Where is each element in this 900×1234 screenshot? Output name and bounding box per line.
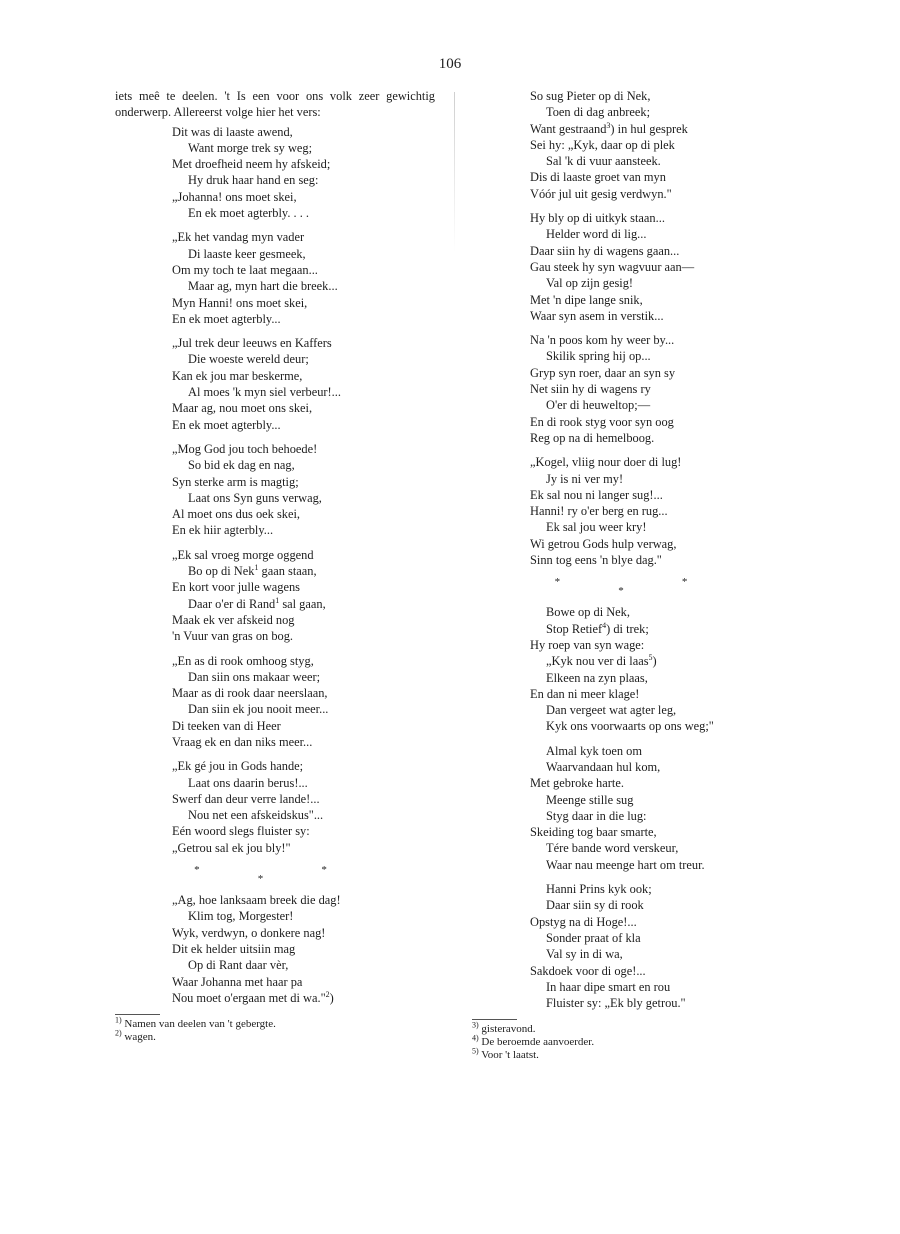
poem-line: Maar ag, myn hart die breek... xyxy=(188,279,338,294)
poem-line: Met gebroke harte. xyxy=(530,776,624,791)
footnote: $^{2)}$ wagen. xyxy=(115,1028,156,1044)
poem-line: En ek moet agterbly... xyxy=(172,417,281,432)
poem-line: Dan vergeet wat agter leg, xyxy=(546,703,677,718)
poem-line: Die woeste wereld deur; xyxy=(188,352,309,367)
footnote: $^{3)}$ gisteravond. xyxy=(472,1020,536,1036)
stars-bottom: * xyxy=(618,585,642,598)
poem-part-3 xyxy=(530,88,850,568)
footnote-marker: 5 xyxy=(648,653,653,663)
poem-part-4 xyxy=(530,604,850,1011)
poem-line: Met droefheid neem hy afskeid; xyxy=(172,157,331,172)
poem-line: Laat ons Syn guns verwag, xyxy=(188,490,322,505)
poem-line: Sinn tog eens 'n blye dag." xyxy=(530,553,662,568)
poem-line: Hy bly op di uitkyk staan... xyxy=(530,211,665,226)
footnote: $^{1)}$ Namen van deelen van 't gebergte. xyxy=(115,1015,276,1031)
footnote-marker: 3 xyxy=(606,120,611,130)
poem-line: Al moet ons dus oek skei, xyxy=(172,507,301,522)
poem-line: Waar syn asem in verstik... xyxy=(530,308,664,323)
poem-line: Want gestraand$^3$) in hul gesprek xyxy=(530,120,688,136)
poem-line: Val sy in di wa, xyxy=(546,947,623,962)
poem-line: Daar siin hy di wagens gaan... xyxy=(530,243,680,258)
poem-line: Di laaste keer gesmeek, xyxy=(188,246,306,261)
stanza xyxy=(172,758,435,856)
poem-line: Hanni Prins kyk ook; xyxy=(546,882,652,897)
poem-line: Eén woord slegs fluister sy: xyxy=(172,824,310,839)
stanza xyxy=(172,229,435,327)
footnote-mark: 4) xyxy=(472,1033,479,1043)
stanza xyxy=(172,124,435,222)
stanza xyxy=(172,335,435,433)
poem-line: Klim tog, Morgester! xyxy=(188,909,294,924)
poem-line: Daar o'er di Rand$^1$ sal gaan, xyxy=(188,595,326,611)
poem-line: Sonder praat of kla xyxy=(546,930,641,945)
poem-line: Gryp syn roer, daar an syn sy xyxy=(530,365,676,380)
left-column xyxy=(115,88,435,1044)
poem-line: Om my toch te laat megaan... xyxy=(172,262,318,277)
footnotes-left xyxy=(115,1015,435,1044)
stanza xyxy=(530,88,850,202)
poem-line: Dan siin ek jou nooit meer... xyxy=(188,702,329,717)
poem-line: Vraag ek en dan niks meer... xyxy=(172,734,313,749)
poem-line: „Johanna! ons moet skei, xyxy=(172,189,297,204)
poem-line: Al moes 'k myn siel verbeur!... xyxy=(188,385,341,400)
poem-line: Maar as di rook daar neerslaan, xyxy=(172,686,328,701)
poem-line: Hy roep van syn wage: xyxy=(530,637,645,652)
poem-line: Want morge trek sy weg; xyxy=(188,140,313,155)
poem-line: So bid ek dag en nag, xyxy=(188,458,295,473)
poem-line: Vóór jul uit gesig verdwyn." xyxy=(530,186,672,201)
poem-line: Fluister sy: „Ek bly getrou." xyxy=(546,996,686,1011)
footnote-mark: 2) xyxy=(115,1028,122,1038)
poem-line: Elkeen na zyn plaas, xyxy=(546,670,648,685)
stanza xyxy=(530,743,850,873)
footnote-marker: 2 xyxy=(325,989,330,999)
poem-line: „Ek het vandag myn vader xyxy=(172,230,305,245)
poem-line: Styg daar in die lug: xyxy=(546,808,647,823)
poem-line: Helder word di lig... xyxy=(546,227,647,242)
poem-line: Maar ag, nou moet ons skei, xyxy=(172,401,313,416)
poem-line: Waar Johanna met haar pa xyxy=(172,974,303,989)
poem-line: Val op zijn gesig! xyxy=(546,276,634,291)
poem-line: „Getrou sal ek jou bly!" xyxy=(172,840,291,855)
poem-line: „En as di rook omhoog styg, xyxy=(172,653,314,668)
footnote-marker: 4 xyxy=(602,620,607,630)
stanza xyxy=(172,441,435,539)
poem-line: „Ek gé jou in Gods hande; xyxy=(172,759,304,774)
poem-line: Wi getrou Gods hulp verwag, xyxy=(530,536,677,551)
footnote-marker: 1 xyxy=(275,595,280,605)
poem-line: Jy is ni ver my! xyxy=(546,471,624,486)
poem-line: Nou moet o'ergaan met di wa."$^2$) xyxy=(172,989,334,1005)
stars-bottom: * xyxy=(257,873,282,886)
poem-line: Meenge stille sug xyxy=(546,792,634,807)
poem-line: Net siin hy di wagens ry xyxy=(530,382,651,397)
poem-line: Sal 'k di vuur aansteek. xyxy=(546,154,661,169)
poem-line: So sug Pieter op di Nek, xyxy=(530,89,651,103)
poem-line: Kan ek jou mar beskerme, xyxy=(172,368,303,383)
poem-line: Swerf dan deur verre lande!... xyxy=(172,791,320,806)
poem-line: Op di Rant daar vèr, xyxy=(188,958,289,973)
poem-line: „Jul trek deur leeuws en Kaffers xyxy=(172,336,332,351)
footnote-mark: 1) xyxy=(115,1015,122,1025)
poem-part-1 xyxy=(172,124,435,856)
right-column xyxy=(472,88,850,1062)
poem-line: Bo op di Nek$^1$ gaan staan, xyxy=(188,562,317,579)
stars-top: * * xyxy=(194,864,345,877)
stanza xyxy=(172,653,435,751)
footnote: $^{4)}$ De beroemde aanvoerder. xyxy=(472,1033,595,1049)
poem-line: Laat ons daarin berus!... xyxy=(188,775,308,790)
stanza xyxy=(530,454,850,568)
poem-line: „Kyk nou ver di laas$^5$) xyxy=(546,653,657,669)
poem-line: Tére bande word verskeur, xyxy=(546,841,679,856)
poem-line: Met 'n dipe lange snik, xyxy=(530,292,643,307)
poem-line: Opstyg na di Hoge!... xyxy=(530,914,637,929)
poem-line: Syn sterke arm is magtig; xyxy=(172,474,299,489)
column-gutter-mark xyxy=(454,92,455,252)
poem-line: Dit was di laaste awend, xyxy=(172,124,293,139)
poem-line: En di rook styg voor syn oog xyxy=(530,414,674,429)
poem-line: Hanni! ry o'er berg en rug... xyxy=(530,504,668,519)
section-break-stars xyxy=(530,576,730,596)
poem-line: Sakdoek voor di oge!... xyxy=(530,963,646,978)
footnote: $^{5)}$ Voor 't laatst. xyxy=(472,1046,539,1062)
footnote-marker: 1 xyxy=(254,562,259,572)
footnotes-right xyxy=(472,1020,850,1062)
poem-line: „Mog God jou toch behoede! xyxy=(172,441,318,456)
poem-line: Ek sal jou weer kry! xyxy=(546,520,647,535)
poem-line: En ek moet agterbly. . . . xyxy=(188,206,310,221)
poem-line: Daar siin sy di rook xyxy=(546,898,644,913)
poem-line: Reg op na di hemelboog. xyxy=(530,430,655,445)
poem-line: „Ek sal vroeg morge oggend xyxy=(172,547,314,562)
page-number: 106 xyxy=(438,56,462,72)
stanza xyxy=(530,210,850,324)
poem-line: Dit ek helder uitsiin mag xyxy=(172,941,296,956)
stanza xyxy=(172,892,435,1006)
intro-paragraph: iets meê te deelen. 't Is een voor ons volk zeer gewichtig onderwerp. Allereerst volge hier het vers: xyxy=(115,89,435,120)
footnote-mark: 5) xyxy=(472,1046,479,1056)
poem-line: Waarvandaan hul kom, xyxy=(546,759,661,774)
poem-line: Hy druk haar hand en seg: xyxy=(188,173,319,188)
poem-line: En kort voor julle wagens xyxy=(172,580,301,595)
poem-line: Skeiding tog baar smarte, xyxy=(530,825,657,840)
poem-line: Ek sal nou ni langer sug!... xyxy=(530,487,663,502)
stanza xyxy=(530,604,850,734)
poem-line: Di teeken van di Heer xyxy=(172,718,281,733)
poem-line: Gau steek hy syn wagvuur aan— xyxy=(530,259,695,274)
poem-line: In haar dipe smart en rou xyxy=(546,979,671,994)
footnote-mark: 3) xyxy=(472,1020,479,1030)
stanza xyxy=(530,881,850,1011)
stanza xyxy=(172,547,435,645)
poem-line: „Ag, hoe lanksaam breek die dag! xyxy=(172,893,341,908)
poem-line: En ek moet agterbly... xyxy=(172,311,281,326)
poem-line: En ek hiir agterbly... xyxy=(172,523,274,538)
poem-line: Dis di laaste groet van myn xyxy=(530,170,666,185)
poem-line: Maak ek ver afskeid nog xyxy=(172,612,295,627)
poem-line: Waar nau meenge hart om treur. xyxy=(546,857,705,872)
poem-line: Dan siin ons makaar weer; xyxy=(188,669,321,684)
stars-top: * * xyxy=(554,576,706,589)
poem-line: Wyk, verdwyn, o donkere nag! xyxy=(172,925,326,940)
poem-line: „Kogel, vliig nour doer di lug! xyxy=(530,455,682,470)
poem-line: O'er di heuweltop;— xyxy=(546,398,651,413)
poem-line: Toen di dag anbreek; xyxy=(546,105,651,120)
poem-line: Kyk ons voorwaarts op ons weg;" xyxy=(546,719,714,734)
poem-line: Almal kyk toen om xyxy=(546,743,643,758)
poem-part-2 xyxy=(172,892,435,1006)
poem-line: Na 'n poos kom hy weer by... xyxy=(530,333,675,348)
poem-line: Sei hy: „Kyk, daar op di plek xyxy=(530,137,675,152)
poem-line: Myn Hanni! ons moet skei, xyxy=(172,295,308,310)
poem-line: 'n Vuur van gras on bog. xyxy=(172,629,294,644)
section-break-stars xyxy=(172,864,367,884)
poem-line: Skilik spring hij op... xyxy=(546,349,651,364)
poem-line: Stop Retief$^4$) di trek; xyxy=(546,620,649,636)
stanza xyxy=(530,332,850,446)
poem-line: En dan ni meer klage! xyxy=(530,686,640,701)
poem-line: Bowe op di Nek, xyxy=(546,605,630,620)
poem-line: Nou net een afskeidskus"... xyxy=(188,808,324,823)
